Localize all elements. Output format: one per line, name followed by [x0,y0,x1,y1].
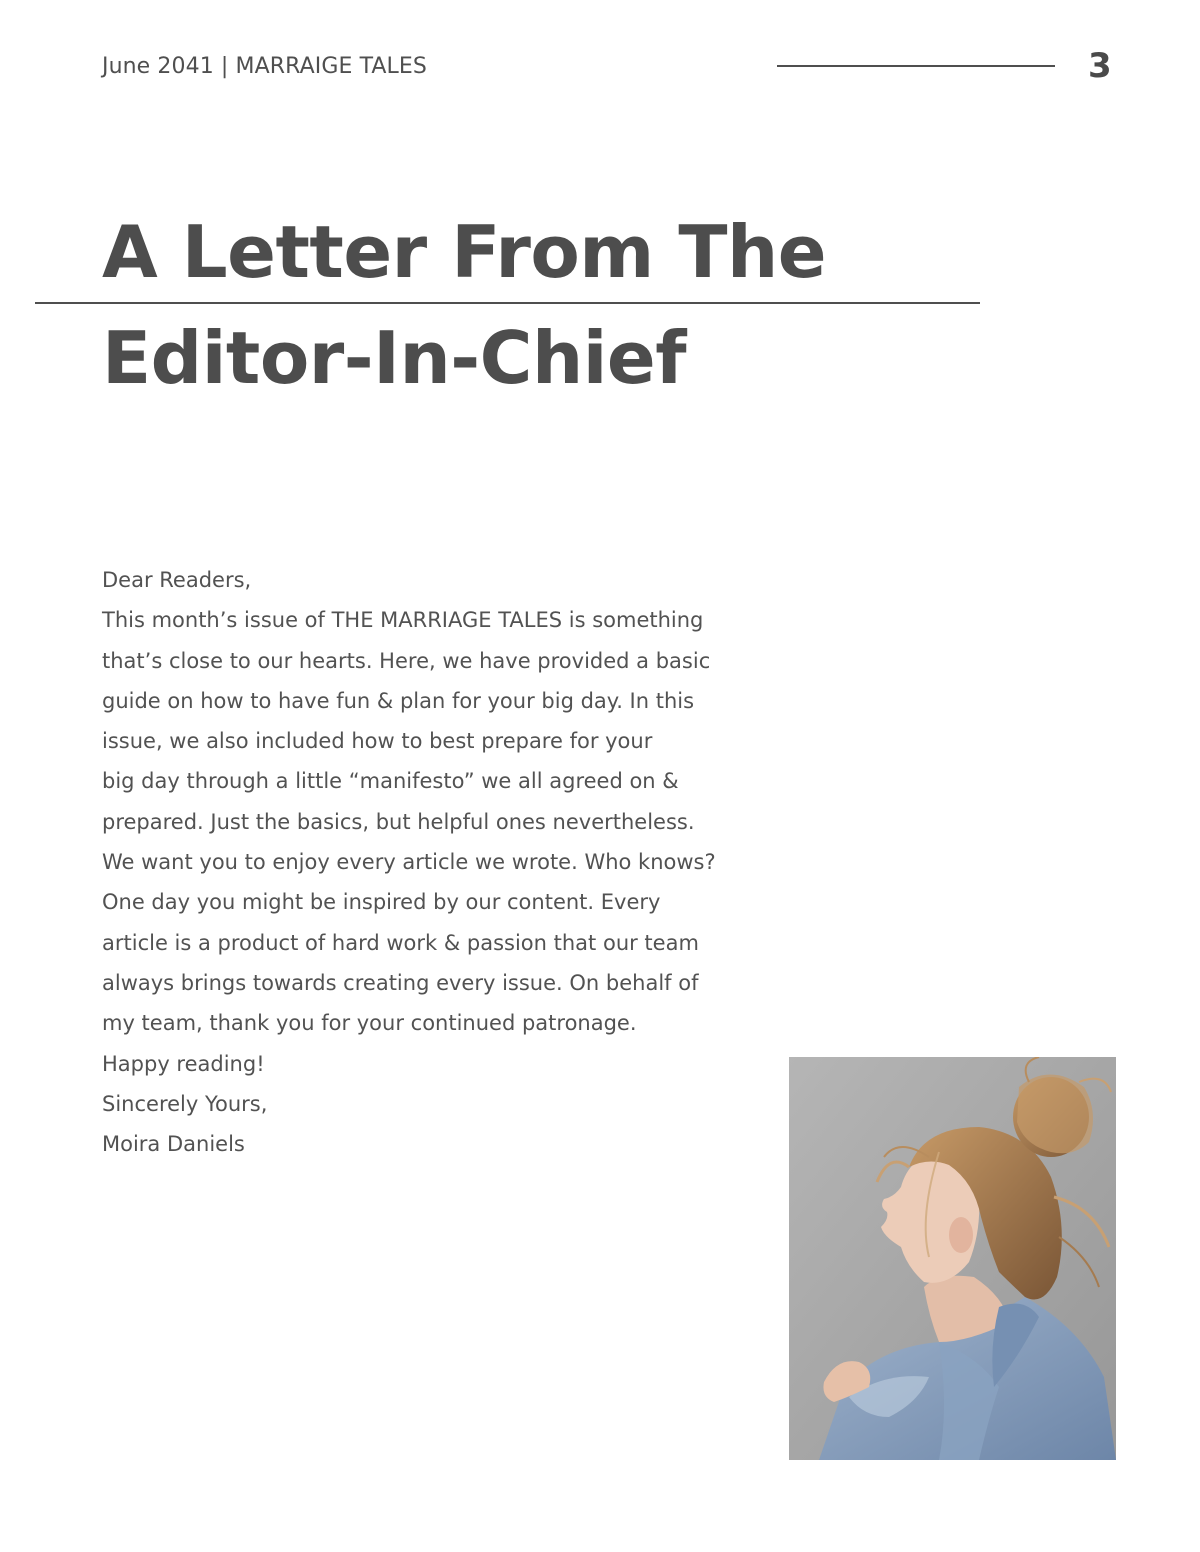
woman-portrait-photo-icon [789,1057,1116,1460]
letter-line: article is a product of hard work & passion that our team [102,930,699,955]
letter-line: big day through a little “manifesto” we all agreed on & [102,769,679,794]
letter-line: issue, we also included how to best prepare for your [102,729,653,754]
letter-line: Sincerely Yours, [102,1091,268,1116]
letter-line: that’s close to our hearts. Here, we have provided a basic [102,648,711,673]
letter-line: prepared. Just the basics, but helpful ones nevertheless. [102,809,695,834]
letter-body [102,560,792,1164]
letter-line: Dear Readers, [102,568,252,592]
page-title-line-1: A Letter From The [102,210,827,294]
header-divider [777,65,1055,67]
letter-line: always brings towards creating every issue. On behalf of [102,970,699,995]
issue-header: June 2041 | MARRAIGE TALES [102,54,427,79]
letter-line: Happy reading! [102,1051,265,1076]
letter-line: We want you to enjoy every article we wrote. Who knows? [102,850,716,875]
title-divider [35,302,980,304]
letter-line: This month’s issue of THE MARRIAGE TALES is something [102,608,704,633]
page-title-line-2: Editor-In-Chief [102,316,687,400]
editor-photo [789,1057,1116,1460]
signature-name: Moira Daniels [102,1132,245,1157]
letter-line: One day you might be inspired by our content. Every [102,890,661,915]
page-number: 3 [1088,46,1112,86]
letter-line: my team, thank you for your continued patronage. [102,1011,637,1036]
letter-line: guide on how to have fun & plan for your big day. In this [102,688,695,713]
